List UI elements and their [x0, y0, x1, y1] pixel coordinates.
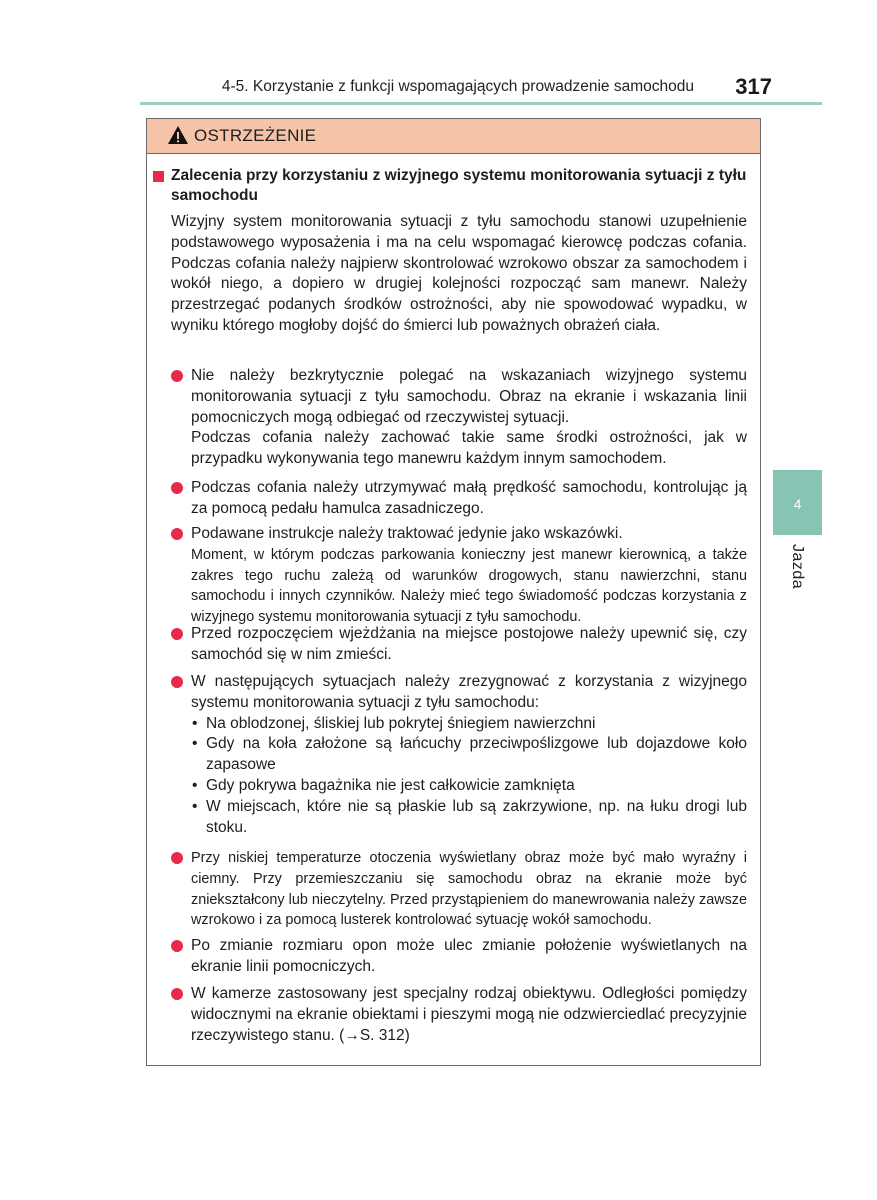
red-bullet-icon	[171, 482, 183, 494]
list-item	[191, 524, 747, 628]
list-item	[191, 936, 747, 978]
page-header	[140, 74, 822, 102]
chapter-tab[interactable]	[773, 470, 822, 535]
list-item-text: W następujących sytuacjach należy zrezygnować z korzystania z wizyjnego systemu monitorowania sytuacji z tyłu samochodu:	[191, 673, 747, 711]
sub-list-item: • Na oblodzonej, śliskiej lub pokrytej śniegiem nawierzchni	[191, 714, 747, 735]
section-title: 4-5. Korzystanie z funkcji wspomagających prowadzenie samochodu	[221, 78, 694, 95]
page-number: 317	[735, 74, 772, 99]
list-item	[191, 478, 747, 520]
chapter-tab-label: Jazda	[789, 544, 806, 590]
list-item-text: Przed rozpoczęciem wjeżdżania na miejsce postojowe należy upewnić się, czy samochód się w nim zmieści.	[191, 625, 747, 663]
header-rule	[140, 102, 822, 105]
warning-heading-text: Zalecenia przy korzystaniu z wizyjnego systemu monitorowania sytuacji z tyłu samochodu	[171, 167, 747, 204]
list-item-text: Podczas cofania należy zachować takie same środki ostrożności, jak w przypadku wykonywania tego manewru każdym innym samochodem.	[191, 429, 747, 468]
red-square-marker	[153, 171, 164, 182]
list-item-text: Przy niskiej temperaturze otoczenia wyświetlany obraz może być mało wyraźny i ciemny. Przy przemieszczaniu się samochodu obraz na ekranie może być zniekształcony lub nieczytelny. Przed przystąpieniem do manewrowania należy zawsze wzrokowo i za pomocą lusterek kontrolować sytuację wokół samochodu.	[191, 850, 747, 929]
list-item-text: W kamerze zastosowany jest specjalny rodzaj obiektywu. Odległości pomiędzy widocznymi na ekranie obiektami i pieszymi mogą nie odzwierciedlać precyzyjnie rzeczywistego stanu. (→S. 312)	[191, 985, 747, 1044]
sub-list	[191, 714, 747, 839]
red-bullet-icon	[171, 676, 183, 688]
warning-heading	[171, 166, 747, 206]
intro-paragraph: Wizyjny system monitorowania sytuacji z tyłu samochodu stanowi uzupełnienie podstawowego wyposażenia i ma na celu wspomagać kierowcę podczas cofania. Podczas cofania należy najpierw skontrolować wzrokowo obszar za samochodem i wokół niego, a dopiero w drugiej kolejności rozpocząć sam manewr. Należy przestrzegać podanych środków ostrożności, aby nie spowodować wypadku, w wyniku którego mogłoby dojść do śmierci lub poważnych obrażeń ciała.	[171, 213, 747, 334]
warning-header	[147, 119, 760, 154]
list-item-text: Podawane instrukcje należy traktować jedynie jako wskazówki.	[191, 525, 623, 542]
red-bullet-icon	[171, 852, 183, 864]
warning-title: OSTRZEŻENIE	[194, 126, 317, 145]
sub-list-item: • Gdy na koła założone są łańcuchy przeciwpoślizgowe lub dojazdowe koło zapasowe	[191, 734, 747, 776]
list-item	[191, 624, 747, 666]
list-item-text: Po zmianie rozmiaru opon może ulec zmianie położenie wyświetlanych na ekranie linii pomocniczych.	[191, 937, 747, 975]
list-item-text: Moment, w którym podczas parkowania konieczny jest manewr kierownicą, a także zakres tego ruchu zależą od warunków drogowych, stanu nawierzchni, stanu samochodu i innych czynników. Należy mieć tego świadomość podczas korzystania z wizyjnego systemu monitorowania sytuacji z tyłu samochodu.	[191, 546, 747, 626]
list-item	[191, 672, 747, 838]
chapter-tab-number: 4	[793, 496, 802, 512]
list-item	[191, 366, 747, 470]
red-bullet-icon	[171, 940, 183, 952]
list-item	[191, 848, 747, 931]
list-item	[191, 984, 747, 1046]
red-bullet-icon	[171, 528, 183, 540]
red-bullet-icon	[171, 988, 183, 1000]
sub-list-item: • Gdy pokrywa bagażnika nie jest całkowicie zamknięta	[191, 776, 747, 797]
warning-box	[146, 118, 761, 1066]
sub-list-item: • W miejscach, które nie są płaskie lub są zakrzywione, np. na łuku drogi lub stoku.	[191, 797, 747, 839]
red-bullet-icon	[171, 370, 183, 382]
red-bullet-icon	[171, 628, 183, 640]
list-item-text: Nie należy bezkrytycznie polegać na wskazaniach wizyjnego systemu monitorowania sytuacji z tyłu samochodu. Obraz na ekranie i wskazania linii pomocniczych mogą odbiegać od rzeczywistej sytuacji.	[191, 367, 747, 426]
list-item-text: Podczas cofania należy utrzymywać małą prędkość samochodu, kontrolując ją za pomocą pedału hamulca zasadniczego.	[191, 479, 747, 517]
warning-triangle-icon	[167, 125, 189, 145]
